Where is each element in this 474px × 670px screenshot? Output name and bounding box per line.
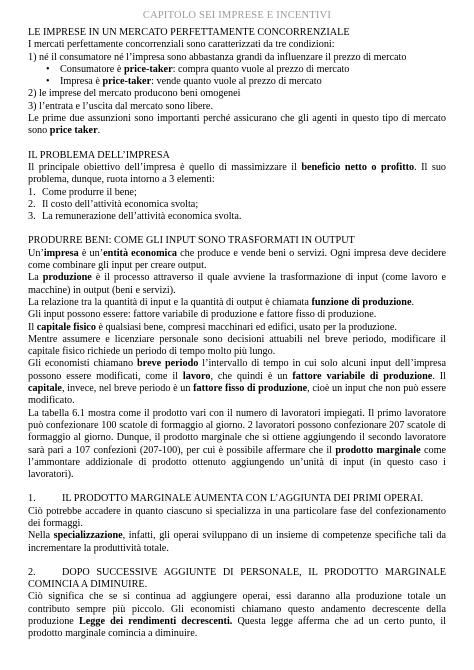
paragraph: I mercati perfettamente concorrenziali sono caratterizzati da tre condizioni:	[28, 39, 335, 51]
bullet-icon: •	[46, 76, 50, 88]
condition-2: 2) le imprese del mercato producono beni omogenei	[28, 88, 241, 100]
section-title-marginal-increase: 1. IL PRODOTTO MARGINALE AUMENTA CON L’AGGIUNTA DEI PRIMI OPERAI.	[28, 493, 424, 505]
numbered-item: 1. Come produrre il bene;	[28, 186, 137, 198]
paragraph: Un’impresa è un’entità economica che produce e vende beni o servizi. Ogni impresa deve decidere come combinare gli input per creare output.	[28, 247, 447, 272]
paragraph: La tabella 6.1 mostra come il prodotto vari con il numero di lavoratori impiegati. Il primo lavoratore può confezionare 100 scatole di formaggio al giorno. 2 lavoratori possono confezionare 207 scatole di formaggio al giorno. Dunque, il prodotto marginale che si ottiene aggiungendo il secondo lavoratore sarà pari a 107 confezioni (207-100), per cui è possibile affermare che il prodotto marginale come l’ammontare addizionale di prodotto ottenuto aggiungendo un’unità di input (in questo caso i lavoratori).	[28, 407, 447, 481]
section-title-perfect-competition: LE IMPRESE IN UN MERCATO PERFETTAMENTE CONCORRENZIALE	[28, 27, 350, 38]
paragraph: Le prime due assunzioni sono importanti perché assicurano che gli agenti in questo tipo di mercato sono price taker.	[28, 113, 446, 137]
numbered-item: 2. Il costo dell’attività economica svolta;	[28, 198, 199, 210]
bullet-item: • Consumatore è price-taker: compra quanto vuole al prezzo di mercato	[46, 63, 350, 75]
paragraph: Ciò significa che se si continua ad aggiungere operai, essi daranno alla produzione totale un contributo sempre più piccolo. Gli economisti chiamano questo andamento decrescente della produzione Legge dei rendimenti decrescenti. Questa legge afferma che ad un certo punto, il prodotto marginale comincia a diminuire.	[28, 591, 446, 640]
section-title-producing-goods: PRODURRE BENI: COME GLI INPUT SONO TRASFORMATI IN OUTPUT	[28, 235, 355, 247]
paragraph: Il principale obiettivo dell’impresa è quello di massimizzare il beneficio netto o profitto. Il suo problema, dunque, ruota intorno a 3 elementi:	[28, 161, 446, 186]
bullet-item: • Impresa è price-taker: vende quanto vuole al prezzo di mercato	[46, 76, 322, 88]
paragraph: Mentre assumere e licenziare personale sono decisioni attuabili nel breve periodo, modificare il capitale fisico richiede un periodo di tempo molto più lungo.	[28, 333, 446, 358]
section-title-firm-problem: IL PROBLEMA DELL’IMPRESA	[28, 149, 170, 161]
paragraph: Ciò potrebbe accadere in quanto ciascuno si specializza in una particolare fase del confezionamento dei formaggi.	[28, 505, 446, 529]
page-header: CAPITOLO SEI IMPRESE E INCENTIVI	[142, 10, 332, 21]
document-body	[28, 27, 446, 641]
paragraph: Gli input possono essere: fattore variabile di produzione e fattore fisso di produzione.	[28, 309, 377, 321]
paragraph: Il capitale fisico è qualsiasi bene, compresi macchinari ed edifici, usato per la produzione.	[28, 321, 397, 333]
paragraph: Nella specializzazione, infatti, gli operai sviluppano di un insieme di competenze specifiche tali da incrementare la produttività totale.	[28, 530, 446, 554]
paragraph: Gli economisti chiamano breve periodo l’intervallo di tempo in cui solo alcuni input dell’impresa possono essere modificati, come il lavoro, che quindi è un fattore variabile di produzione. Il capitale, invece, nel breve periodo è un fattore fisso di produzione, cioè un input che non può essere modificato.	[28, 358, 447, 407]
section-title-marginal-decrease: 2. DOPO SUCCESSIVE AGGIUNTE DI PERSONALE, IL PRODOTTO MARGINALE COMINCIA A DIMINUIRE.	[28, 566, 446, 591]
bullet-icon: •	[46, 63, 50, 75]
paragraph: La produzione è il processo attraverso il quale avviene la trasformazione di input (come lavoro e macchine) in output (beni e servizi).	[28, 272, 446, 296]
condition-1: 1) né il consumatore né l’impresa sono abbastanza grandi da influenzare il prezzo di mercato	[28, 51, 407, 63]
paragraph: La relazione tra la quantità di input e la quantità di output è chiamata funzione di produzione.	[28, 296, 415, 308]
numbered-item: 3. La remunerazione dell’attività economica svolta.	[28, 211, 242, 223]
condition-3: 3) l’entrata e l’uscita dal mercato sono libere.	[28, 100, 213, 112]
